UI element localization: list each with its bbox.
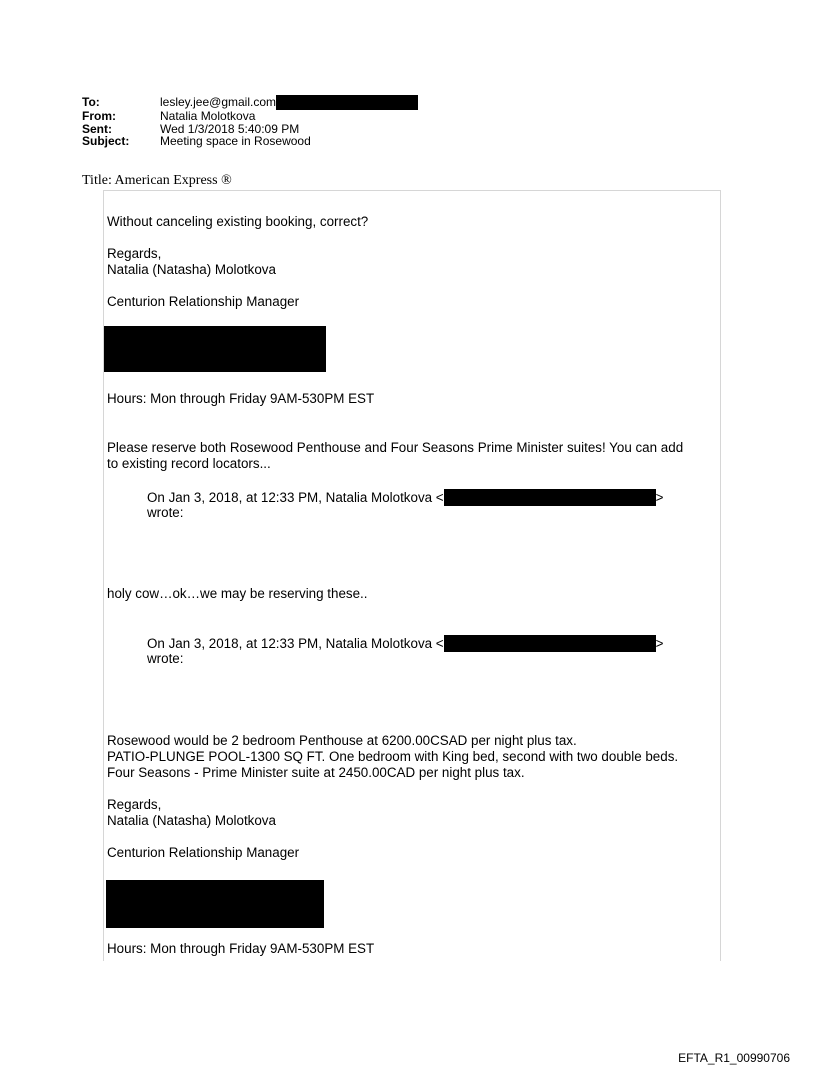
- rosewood-line-2: PATIO-PLUNGE POOL-1300 SQ FT. One bedroom with King bed, second with two double beds.: [107, 749, 679, 764]
- redaction-contact-2: [106, 880, 324, 928]
- body-line-canceling: Without canceling existing booking, correct?: [107, 214, 369, 229]
- to-row: [82, 96, 418, 110]
- signature-name-2: Natalia (Natasha) Molotkova: [107, 813, 276, 828]
- quote-1-line-1: [147, 489, 663, 506]
- redaction-email-1: [444, 489, 656, 506]
- redaction-to: [276, 95, 418, 110]
- signature-name-1: Natalia (Natasha) Molotkova: [107, 262, 276, 277]
- quote-1-line-2: wrote:: [147, 505, 184, 520]
- subject-row: [82, 135, 418, 148]
- quote-2-line-1: [147, 635, 663, 652]
- subject-label: Subject:: [82, 134, 130, 149]
- from-label: From:: [82, 109, 116, 123]
- to-label: To:: [82, 95, 100, 109]
- redaction-email-2: [444, 635, 656, 652]
- reserve-line-1: Please reserve both Rosewood Penthouse and Four Seasons Prime Minister suites! You can add: [107, 440, 684, 455]
- signature-role-1: Centurion Relationship Manager: [107, 294, 300, 309]
- email-header: [82, 96, 418, 148]
- hours-1: Hours: Mon through Friday 9AM-530PM EST: [107, 391, 375, 406]
- quote-2-text: On Jan 3, 2018, at 12:33 PM, Natalia Molotkova <: [147, 636, 444, 651]
- signature-role-2: Centurion Relationship Manager: [107, 845, 300, 860]
- from-value: Natalia Molotkova: [160, 109, 256, 123]
- sent-label: Sent:: [82, 121, 112, 136]
- subject-value: Meeting space in Rosewood: [160, 134, 311, 149]
- from-row: [82, 110, 418, 123]
- quote-1-end: >: [655, 490, 664, 505]
- quote-2-line-2: wrote:: [147, 651, 184, 666]
- rosewood-line-3: Four Seasons - Prime Minister suite at 2450.00CAD per night plus tax.: [107, 765, 525, 780]
- redaction-contact-1: [104, 326, 326, 372]
- hours-2: Hours: Mon through Friday 9AM-530PM EST: [107, 941, 375, 956]
- document-title: Title: American Express ®: [82, 173, 232, 188]
- holy-cow-line: holy cow…ok…we may be reserving these..: [107, 586, 368, 601]
- quote-1-text: On Jan 3, 2018, at 12:33 PM, Natalia Molotkova <: [147, 490, 444, 505]
- to-value: lesley.jee@gmail.com: [160, 95, 276, 109]
- quote-2-end: >: [655, 636, 664, 651]
- rosewood-line-1: Rosewood would be 2 bedroom Penthouse at 6200.00CSAD per night plus tax.: [107, 733, 577, 748]
- sent-value: Wed 1/3/2018 5:40:09 PM: [160, 121, 300, 136]
- regards-2: Regards,: [107, 797, 162, 812]
- document-id: EFTA_R1_00990706: [678, 1051, 790, 1065]
- reserve-line-2: to existing record locators...: [107, 456, 271, 471]
- regards-1: Regards,: [107, 246, 162, 261]
